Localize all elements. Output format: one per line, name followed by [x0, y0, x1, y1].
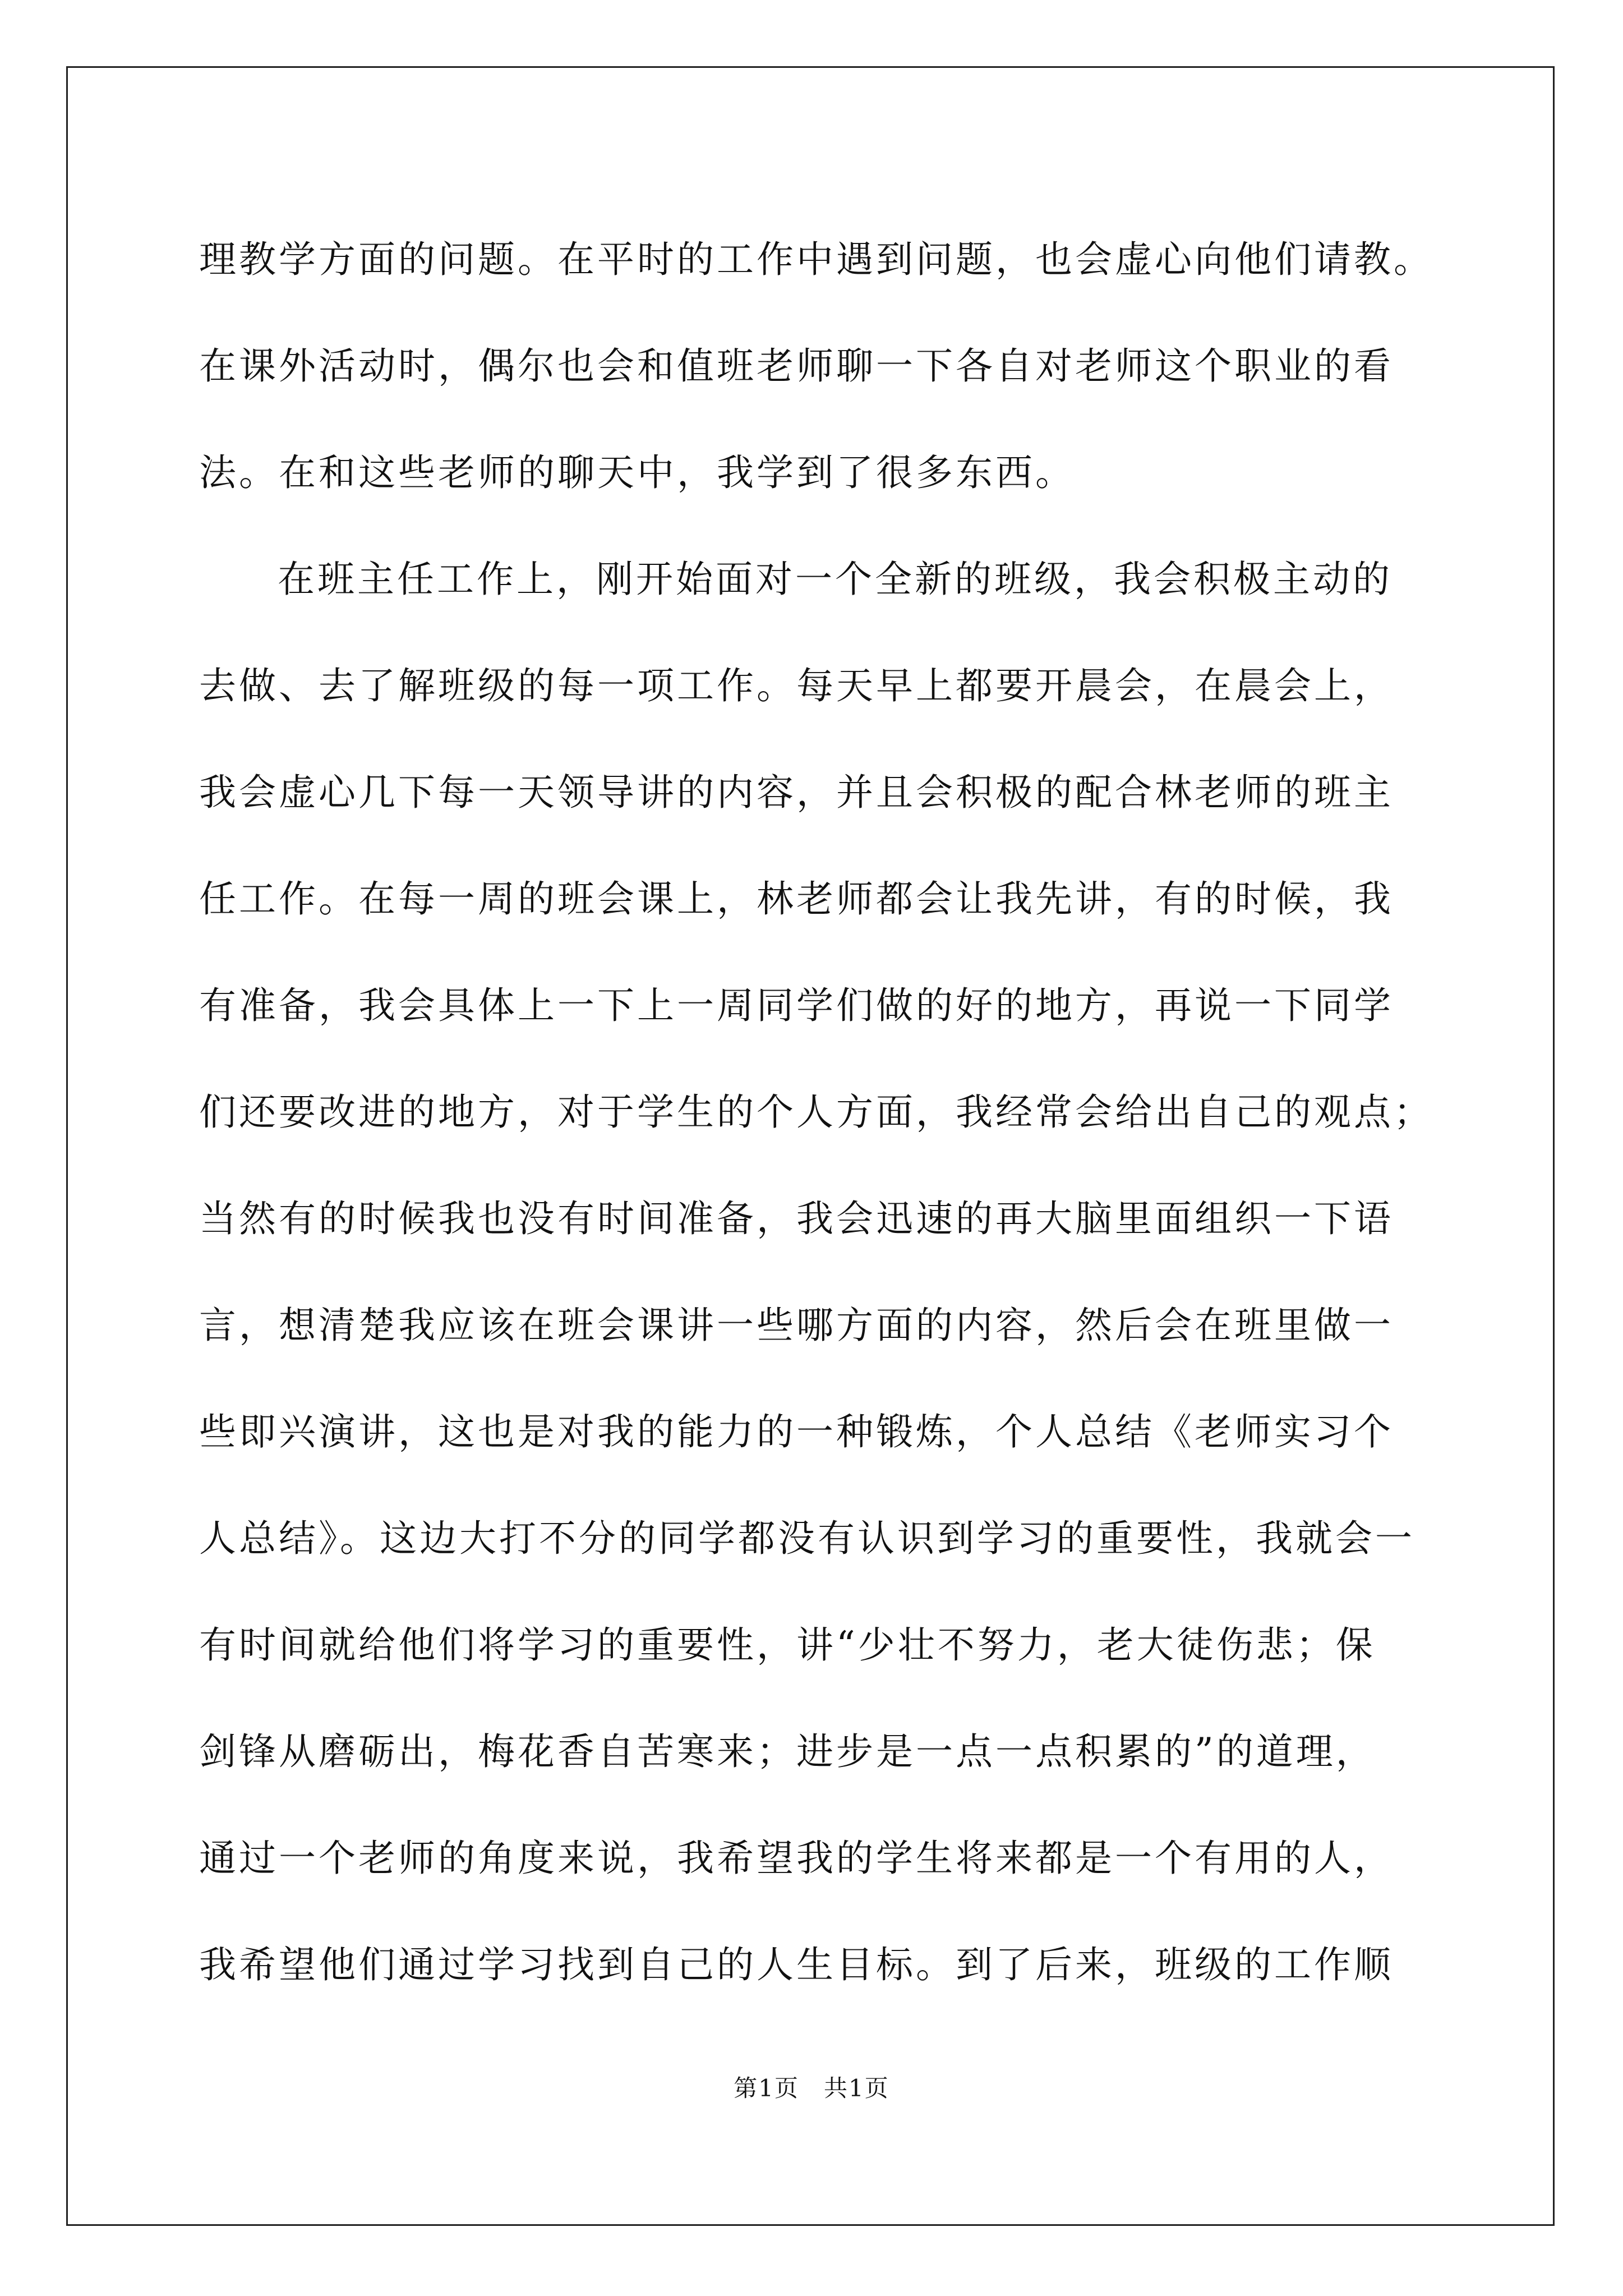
- text-line: 任工作。在每一周的班会课上，林老师都会让我先讲，有的时候，我: [199, 877, 1394, 921]
- text-line: 剑锋从磨砺出，梅花香自苦寒来；进步是一点一点积累的”的道理，: [199, 1730, 1376, 1773]
- page-number-footer: 第1页 共1页: [734, 2074, 889, 2102]
- text-line: 有时间就给他们将学习的重要性，讲“少壮不努力，老大徒伤悲；保: [199, 1623, 1376, 1667]
- text-line: 理教学方面的问题。在平时的工作中遇到问题，也会虚心向他们请教。: [199, 238, 1433, 281]
- paragraph-start-line: 在班主任工作上，刚开始面对一个全新的班级，我会积极主动的: [278, 558, 1393, 601]
- text-line: 些即兴演讲，这也是对我的能力的一种锻炼，个人总结《老师实习个: [199, 1410, 1394, 1453]
- text-line: 有准备，我会具体上一下上一周同学们做的好的地方，再说一下同学: [199, 984, 1394, 1027]
- text-line: 去做、去了解班级的每一项工作。每天早上都要开晨会，在晨会上，: [199, 664, 1394, 707]
- text-line: 我希望他们通过学习找到自己的人生目标。到了后来，班级的工作顺: [199, 1943, 1394, 1986]
- text-line: 人总结》。这边大打不分的同学都没有认识到学习的重要性，我就会一: [199, 1517, 1415, 1560]
- text-line: 法。在和这些老师的聊天中，我学到了很多东西。: [199, 451, 1075, 494]
- text-line: 们还要改进的地方，对于学生的个人方面，我经常会给出自己的观点；: [199, 1091, 1433, 1134]
- text-line: 言，想清楚我应该在班会课讲一些哪方面的内容，然后会在班里做一: [199, 1304, 1394, 1347]
- text-line: 在课外活动时，偶尔也会和值班老师聊一下各自对老师这个职业的看: [199, 344, 1394, 388]
- text-line: 我会虚心几下每一天领导讲的内容，并且会积极的配合林老师的班主: [199, 771, 1394, 814]
- text-line: 通过一个老师的角度来说，我希望我的学生将来都是一个有用的人，: [199, 1837, 1394, 1880]
- text-line: 当然有的时候我也没有时间准备，我会迅速的再大脑里面组织一下语: [199, 1197, 1394, 1240]
- document-body: [199, 206, 1438, 2018]
